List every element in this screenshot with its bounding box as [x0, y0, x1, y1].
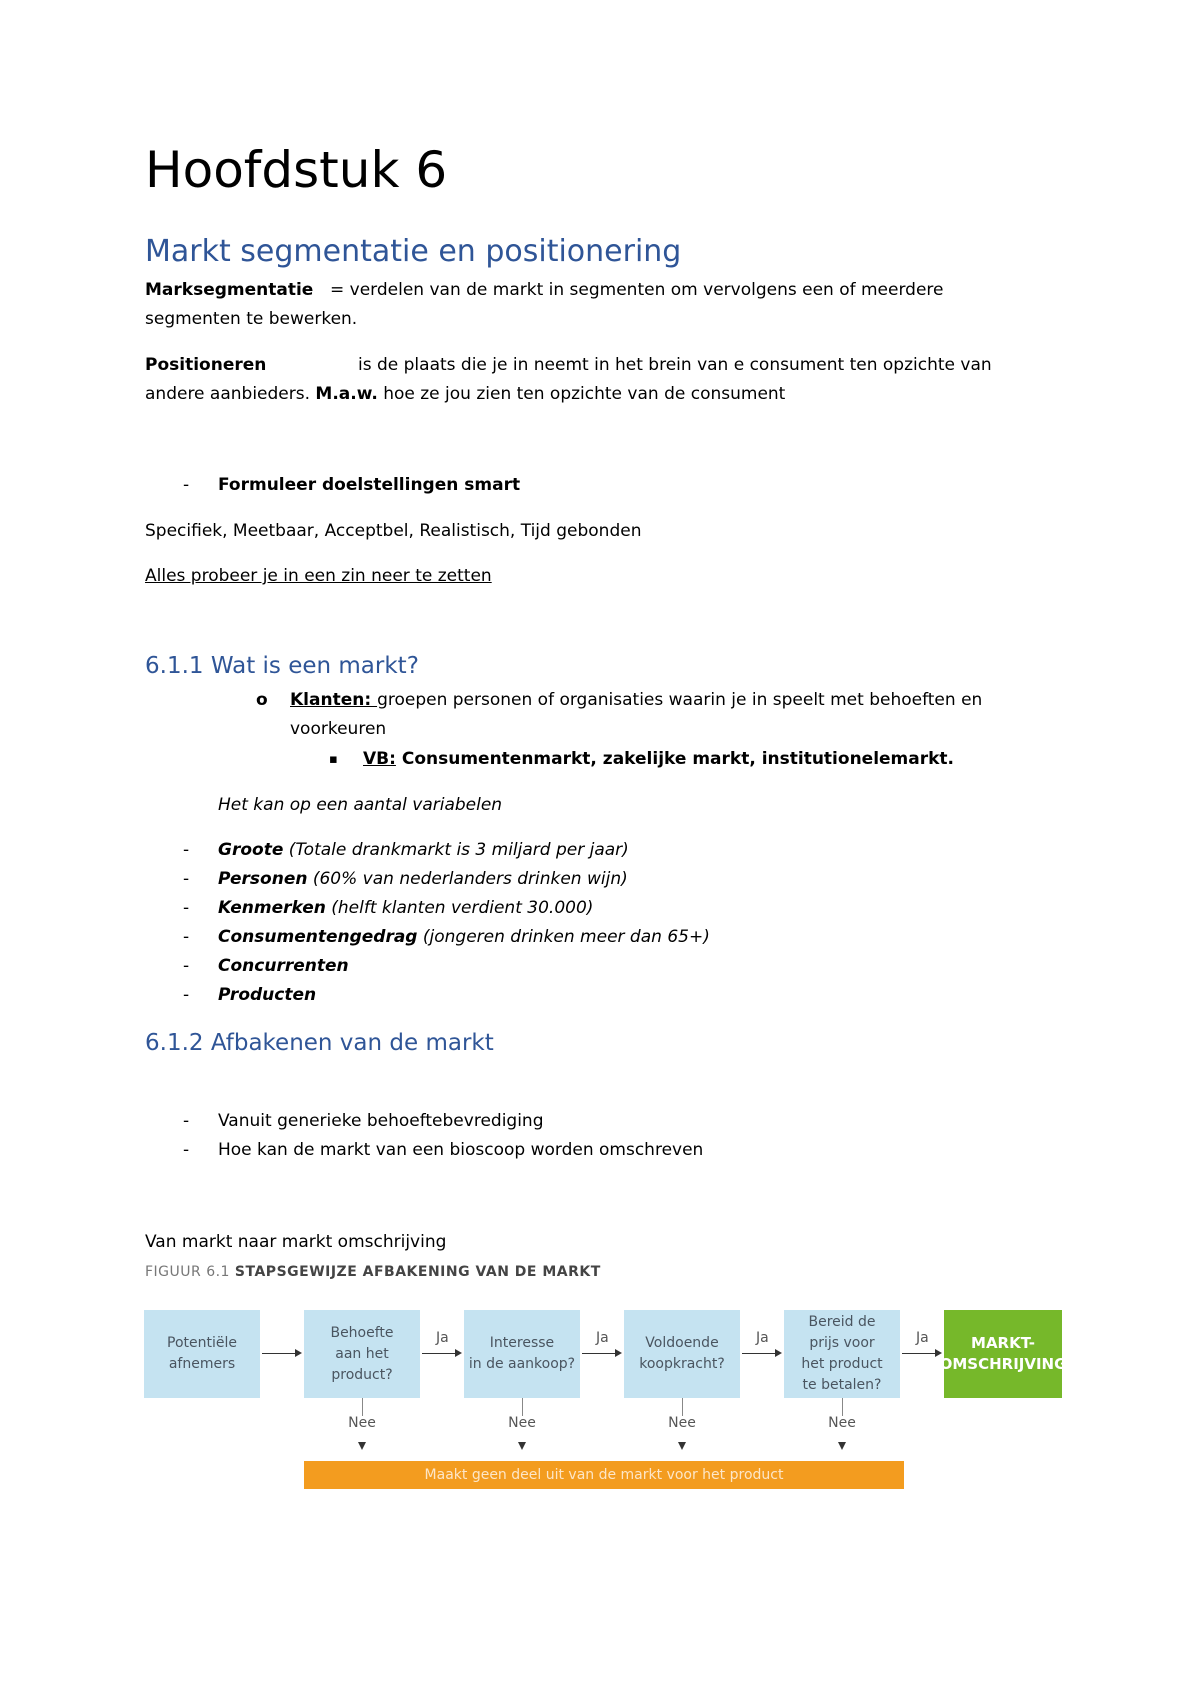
variable-item: Consumentengedrag (jongeren drinken meer dan 65+) [218, 927, 710, 947]
list-dash: - [183, 927, 190, 947]
smart-note: Alles probeer je in een zin neer te zetten [145, 566, 492, 586]
segmentation-term: Marksegmentatie [145, 280, 314, 300]
yes-label: Ja [916, 1330, 929, 1346]
flow-box-market-description: MARKT- OMSCHRIJVING [944, 1310, 1062, 1398]
no-line [842, 1398, 843, 1416]
flow-box-need: Behoefte aan het product? [304, 1310, 420, 1398]
positioning-definition: is de plaats die je in neemt in het brein van e consument ten opzichte van [358, 355, 992, 375]
square-bullet: ▪ [329, 752, 338, 767]
list-dash: - [183, 1111, 190, 1131]
down-arrow [838, 1442, 846, 1450]
section-612-heading: 6.1.2 Afbakenen van de markt [145, 1030, 494, 1056]
yes-label: Ja [596, 1330, 609, 1346]
yes-label: Ja [756, 1330, 769, 1346]
variable-item: Concurrenten [218, 956, 349, 976]
figure-caption: Van markt naar markt omschrijving [145, 1232, 447, 1252]
no-line [522, 1398, 523, 1416]
no-label: Nee [508, 1415, 536, 1431]
list-dash: - [183, 869, 190, 889]
flow-box-interest: Interesse in de aankoop? [464, 1310, 580, 1398]
down-arrow [678, 1442, 686, 1450]
flow-arrow [582, 1353, 620, 1354]
bullet-o: o [256, 690, 268, 710]
positioning-definition-cont: andere aanbieders. M.a.w. hoe ze jou zien ten opzichte van de consument [145, 384, 786, 404]
no-line [362, 1398, 363, 1416]
list-dash: - [183, 840, 190, 860]
segmentation-definition: = verdelen van de markt in segmenten om vervolgens een of meerdere [330, 280, 944, 300]
afbakenen-item-2: Hoe kan de markt van een bioscoop worden omschreven [218, 1140, 704, 1160]
list-dash: - [183, 985, 190, 1005]
page-title: Hoofdstuk 6 [145, 141, 448, 199]
flow-box-willing-to-pay: Bereid de prijs voor het product te betalen? [784, 1310, 900, 1398]
exclusion-bar: Maakt geen deel uit van de markt voor het product [304, 1461, 904, 1489]
list-dash: - [183, 956, 190, 976]
no-line [682, 1398, 683, 1416]
flow-box-potential-buyers: Potentiële afnemers [144, 1310, 260, 1398]
flow-arrow [902, 1353, 940, 1354]
smart-letters: Specifiek, Meetbaar, Acceptbel, Realistisch, Tijd gebonden [145, 521, 642, 541]
list-dash: - [183, 1140, 190, 1160]
yes-label: Ja [436, 1330, 449, 1346]
variable-item: Personen (60% van nederlanders drinken wijn) [218, 869, 628, 889]
list-dash: - [183, 475, 190, 495]
positioning-term: Positioneren [145, 355, 267, 375]
vb-item: VB: Consumentenmarkt, zakelijke markt, institutionelemarkt. [363, 749, 955, 769]
no-label: Nee [828, 1415, 856, 1431]
variables-intro: Het kan op een aantal variabelen [218, 795, 503, 815]
down-arrow [358, 1442, 366, 1450]
smart-heading: Formuleer doelstellingen smart [218, 475, 521, 495]
figure-title: FIGUUR 6.1 STAPSGEWIJZE AFBAKENING VAN DE MARKT [145, 1264, 601, 1280]
flow-arrow [742, 1353, 780, 1354]
no-label: Nee [668, 1415, 696, 1431]
down-arrow [518, 1442, 526, 1450]
chapter-subtitle: Markt segmentatie en positionering [145, 234, 682, 269]
segmentation-definition-cont: segmenten te bewerken. [145, 309, 358, 329]
klanten-item-cont: voorkeuren [290, 719, 387, 739]
flow-arrow [422, 1353, 460, 1354]
variable-item: Producten [218, 985, 317, 1005]
flow-box-purchasing-power: Voldoende koopkracht? [624, 1310, 740, 1398]
variable-item: Kenmerken (helft klanten verdient 30.000) [218, 898, 594, 918]
no-label: Nee [348, 1415, 376, 1431]
section-611-heading: 6.1.1 Wat is een markt? [145, 653, 419, 679]
afbakenen-item-1: Vanuit generieke behoeftebevrediging [218, 1111, 544, 1131]
flow-arrow [262, 1353, 300, 1354]
list-dash: - [183, 898, 190, 918]
variable-item: Groote (Totale drankmarkt is 3 miljard per jaar) [218, 840, 629, 860]
klanten-item: Klanten: groepen personen of organisaties waarin je in speelt met behoeften en [290, 690, 983, 710]
